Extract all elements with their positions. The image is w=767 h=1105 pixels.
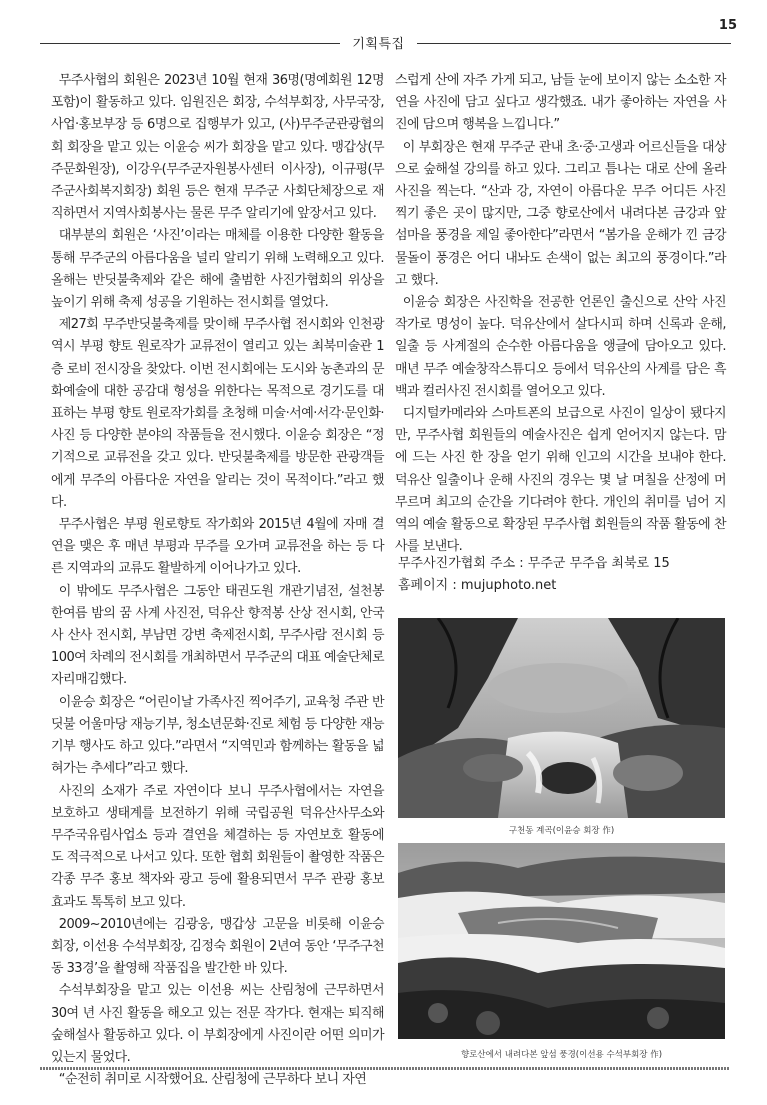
homepage-text: 홈페이지 : mujuphoto.net <box>398 578 557 593</box>
paragraph: 제27회 무주반딧불축제를 맞이해 무주사협 전시회와 인천광역시 부평 향토 원로작가 교류전이 열리고 있는 최북미술관 1층 로비 전시장을 찾았다. 이번 전시회에는 도시와 농촌과의 문화예술에 대한 공감대 형성을 위한다는 목적으로 경기도를 대표하는 부평 향토 원로작가회를 초청해 미술·서예·서각·문인화·사진 등 다양한 분야의 작품들을 전시했다. 이윤승 회장은 “정기적으로 교류전을 갖고 있다. 반딧불축제를 방문한 관광객들에게 무주의 아름다운 자연을 알리는 것이 목적이다.”라고 했다. <box>51 317 384 510</box>
photo-caption: 구천동 계곡(이윤승 회장 作) <box>508 826 615 836</box>
page-number: 15 <box>718 18 737 33</box>
paragraph: 수석부회장을 맡고 있는 이선용 씨는 산림청에 근무하면서 30여 년 사진 활동을 해오고 있는 전문 작가다. 현재는 퇴직해 숲해설사 활동하고 있다. 이 부회장에게 사진이란 어떤 의미가 있는지 물었다. <box>51 983 384 1065</box>
right-column <box>395 70 726 558</box>
paragraph: 이 밖에도 무주사협은 그동안 태권도원 개관기념전, 설천봉 한여름 밤의 꿈 사계 사진전, 덕유산 향적봉 산상 전시회, 안국사 산사 전시회, 부남면 강변 축제전시회, 무주사람 전시회 등 100여 차례의 전시회를 개최하면서 무주군의 대표 예술단체로 자리매김했다. <box>51 583 384 688</box>
paragraph: 2009~2010년에는 김광웅, 맹갑상 고문을 비롯해 이윤승 회장, 이선용 수석부회장, 김정숙 회원이 2년여 동안 ‘무주구천동 33경’을 촬영해 작품집을 발간한 바 있다. <box>51 916 384 977</box>
left-column <box>51 70 384 1091</box>
valley-photo <box>398 618 725 818</box>
paragraph: 이 부회장은 현재 무주군 관내 초·중·고생과 어르신들을 대상으로 숲해설 강의를 하고 있다. 그리고 틈나는 대로 산에 올라 사진을 찍는다. “산과 강, 자연이 아름다운 무주 어디든 사진 찍기 좋은 곳이 많지만, 그중 향로산에서 내려다본 금강과 앞섬마을 풍경을 제일 좋아한다”라면서 “봄가을 운해가 낀 금강 물돌이 풍경은 어디 내놔도 손색이 없는 최고의 풍경이다.”라고 했다. <box>395 139 726 288</box>
paragraph: 무주사협은 부평 원로향토 작가회와 2015년 4월에 자매 결연을 맺은 후 매년 부평과 무주를 오가며 교류전을 하는 등 다른 지역과의 교류도 활발하게 이어나가고 있다. <box>51 517 384 577</box>
contact-info <box>398 553 670 597</box>
header-rule-right <box>417 43 731 44</box>
header-rule-left <box>40 43 340 44</box>
paragraph: 이윤승 회장은 “어린이날 가족사진 찍어주기, 교육청 주관 반딧불 어울마당 재능기부, 청소년문화·진로 체험 등 다양한 재능기부 행사도 하고 있다.”라면서 “지역민과 함께하는 활동을 넓혀가는 추세다”라고 했다. <box>51 694 384 777</box>
paragraph: 대부분의 회원은 ‘사진’이라는 매체를 이용한 다양한 활동을 통해 무주군의 아름다움을 널리 알리기 위해 노력해오고 있다. 올해는 반딧불축제와 같은 해에 출범한 사진가협회의 위상을 높이기 위해 축제 성공을 기원하는 전시회를 열었다. <box>51 228 384 311</box>
landscape-photo <box>398 843 725 1039</box>
paragraph: “순전히 취미로 시작했어요. 산림청에 근무하다 보니 자연 <box>58 1072 367 1088</box>
bottom-rule <box>40 1067 730 1070</box>
paragraph: 무주사협의 회원은 2023년 10월 현재 36명(명예회원 12명 포함)이 활동하고 있다. 임원진은 회장, 수석부회장, 사무국장, 사업·홍보부장 등 6명으로 집행부가 있고, (사)무주군관광협의회 회장을 맡고 있는 이윤승 씨가 회장을 맡고 있다. 맹갑상(무주문화원장), 이강우(무주군자원봉사센터 이사장), 이규평(무주군사회복지회장) 회원 등은 현재 무주군 사회단체장으로 재직하면서 지역사회봉사는 물론 무주 알리기에 앞장서고 있다. <box>51 73 384 222</box>
paragraph: 디지털카메라와 스마트폰의 보급으로 사진이 일상이 됐다지만, 무주사협 회원들의 예술사진은 쉽게 얻어지지 않는다. 맘에 드는 사진 한 장을 얻기 위해 인고의 시간을 보내야 한다. 덕유산 일출이나 운해 사진의 경우는 몇 날 며칠을 산정에 머무르며 최고의 순간을 기다려야 한다. 개인의 취미를 넘어 지역의 예술 활동으로 확장된 무주사협 회원들의 작품 활동에 찬사를 보낸다. <box>395 406 726 555</box>
paragraph: 스럽게 산에 자주 가게 되고, 남들 눈에 보이지 않는 소소한 자연을 사진에 담고 싶다고 생각했죠. 내가 좋아하는 자연을 사진에 담으며 행복을 느낍니다.” <box>395 73 726 133</box>
address-text: 무주사진가협회 주소 : 무주군 무주읍 최북로 15 <box>398 556 670 571</box>
photo-caption: 향로산에서 내려다본 앞섬 풍경(이선용 수석부회장 作) <box>460 1050 663 1060</box>
section-label: 기획특집 <box>352 37 405 52</box>
paragraph: 사진의 소재가 주로 자연이다 보니 무주사협에서는 자연을 보호하고 생태계를 보전하기 위해 국립공원 덕유산사무소와 무주국유림사업소 등과 결연을 체결하는 등 자연보호 활동에도 적극적으로 나서고 있다. 또한 협회 회원들이 촬영한 작품은 각종 무주 홍보 책자와 광고 등에 활용되면서 무주 관광 홍보 효과도 톡톡히 보고 있다. <box>51 783 384 910</box>
paragraph: 이윤승 회장은 사진학을 전공한 언론인 출신으로 산악 사진작가로 명성이 높다. 덕유산에서 살다시피 하며 신록과 운해, 일출 등 사계절의 순수한 아름다움을 앵글에 담아오고 있다. 매년 무주 예술창작스튜디오 등에서 덕유산의 사계를 담은 흑백과 컬러사진 전시회를 열어오고 있다. <box>395 295 726 399</box>
